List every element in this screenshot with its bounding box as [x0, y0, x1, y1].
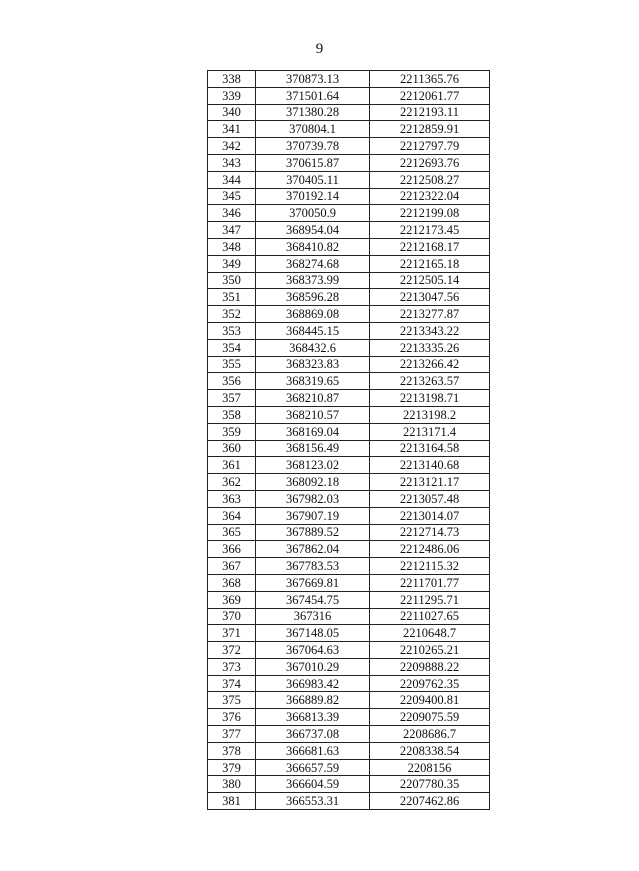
- point-number-cell: 342: [208, 138, 256, 155]
- table-row: [208, 692, 490, 709]
- y-coordinate-cell: 2212505.14: [370, 272, 490, 289]
- y-coordinate-cell: 2213047.56: [370, 289, 490, 306]
- x-coordinate-cell: 370804.1: [256, 121, 370, 138]
- x-coordinate-cell: 367783.53: [256, 558, 370, 575]
- y-coordinate-cell: 2212061.77: [370, 87, 490, 104]
- y-coordinate-cell: 2213140.68: [370, 457, 490, 474]
- table-row: [208, 188, 490, 205]
- y-coordinate-cell: 2207780.35: [370, 776, 490, 793]
- table-row: [208, 625, 490, 642]
- x-coordinate-cell: 367010.29: [256, 658, 370, 675]
- coordinates-table-body: [208, 71, 490, 810]
- x-coordinate-cell: 366889.82: [256, 692, 370, 709]
- point-number-cell: 363: [208, 490, 256, 507]
- point-number-cell: 360: [208, 440, 256, 457]
- table-row: [208, 507, 490, 524]
- table-row: [208, 675, 490, 692]
- x-coordinate-cell: 367982.03: [256, 490, 370, 507]
- y-coordinate-cell: 2210265.21: [370, 642, 490, 659]
- y-coordinate-cell: 2212322.04: [370, 188, 490, 205]
- point-number-cell: 374: [208, 675, 256, 692]
- x-coordinate-cell: 367669.81: [256, 574, 370, 591]
- table-row: [208, 658, 490, 675]
- x-coordinate-cell: 368323.83: [256, 356, 370, 373]
- y-coordinate-cell: 2213164.58: [370, 440, 490, 457]
- y-coordinate-cell: 2208156: [370, 759, 490, 776]
- table-row: [208, 726, 490, 743]
- point-number-cell: 378: [208, 742, 256, 759]
- point-number-cell: 355: [208, 356, 256, 373]
- point-number-cell: 340: [208, 104, 256, 121]
- table-row: [208, 356, 490, 373]
- y-coordinate-cell: 2212115.32: [370, 558, 490, 575]
- y-coordinate-cell: 2212508.27: [370, 171, 490, 188]
- point-number-cell: 339: [208, 87, 256, 104]
- point-number-cell: 338: [208, 71, 256, 88]
- x-coordinate-cell: 368274.68: [256, 255, 370, 272]
- point-number-cell: 380: [208, 776, 256, 793]
- point-number-cell: 353: [208, 322, 256, 339]
- y-coordinate-cell: 2213171.4: [370, 423, 490, 440]
- y-coordinate-cell: 2212165.18: [370, 255, 490, 272]
- y-coordinate-cell: 2209400.81: [370, 692, 490, 709]
- point-number-cell: 347: [208, 222, 256, 239]
- point-number-cell: 359: [208, 423, 256, 440]
- point-number-cell: 361: [208, 457, 256, 474]
- table-row: [208, 255, 490, 272]
- table-row: [208, 138, 490, 155]
- point-number-cell: 348: [208, 238, 256, 255]
- page-number: 9: [315, 41, 324, 57]
- x-coordinate-cell: 368319.65: [256, 373, 370, 390]
- x-coordinate-cell: 368169.04: [256, 423, 370, 440]
- y-coordinate-cell: 2212486.06: [370, 541, 490, 558]
- point-number-cell: 362: [208, 474, 256, 491]
- table-row: [208, 474, 490, 491]
- y-coordinate-cell: 2213198.2: [370, 406, 490, 423]
- point-number-cell: 372: [208, 642, 256, 659]
- x-coordinate-cell: 366983.42: [256, 675, 370, 692]
- x-coordinate-cell: 366737.08: [256, 726, 370, 743]
- point-number-cell: 366: [208, 541, 256, 558]
- y-coordinate-cell: 2213198.71: [370, 390, 490, 407]
- y-coordinate-cell: 2212859.91: [370, 121, 490, 138]
- x-coordinate-cell: 371501.64: [256, 87, 370, 104]
- table-row: [208, 205, 490, 222]
- table-row: [208, 490, 490, 507]
- point-number-cell: 354: [208, 339, 256, 356]
- table-row: [208, 423, 490, 440]
- x-coordinate-cell: 367148.05: [256, 625, 370, 642]
- x-coordinate-cell: 368410.82: [256, 238, 370, 255]
- table-row: [208, 759, 490, 776]
- x-coordinate-cell: 368869.08: [256, 306, 370, 323]
- x-coordinate-cell: 368432.6: [256, 339, 370, 356]
- y-coordinate-cell: 2211365.76: [370, 71, 490, 88]
- table-row: [208, 322, 490, 339]
- y-coordinate-cell: 2212168.17: [370, 238, 490, 255]
- point-number-cell: 357: [208, 390, 256, 407]
- x-coordinate-cell: 367907.19: [256, 507, 370, 524]
- point-number-cell: 364: [208, 507, 256, 524]
- y-coordinate-cell: 2213263.57: [370, 373, 490, 390]
- point-number-cell: 373: [208, 658, 256, 675]
- table-row: [208, 642, 490, 659]
- y-coordinate-cell: 2213121.17: [370, 474, 490, 491]
- point-number-cell: 379: [208, 759, 256, 776]
- table-row: [208, 222, 490, 239]
- x-coordinate-cell: 368210.87: [256, 390, 370, 407]
- y-coordinate-cell: 2209762.35: [370, 675, 490, 692]
- table-row: [208, 238, 490, 255]
- table-row: [208, 440, 490, 457]
- y-coordinate-cell: 2212797.79: [370, 138, 490, 155]
- point-number-cell: 341: [208, 121, 256, 138]
- table-row: [208, 709, 490, 726]
- table-row: [208, 406, 490, 423]
- x-coordinate-cell: 366681.63: [256, 742, 370, 759]
- x-coordinate-cell: 366553.31: [256, 793, 370, 810]
- point-number-cell: 351: [208, 289, 256, 306]
- point-number-cell: 358: [208, 406, 256, 423]
- point-number-cell: 381: [208, 793, 256, 810]
- table-row: [208, 558, 490, 575]
- x-coordinate-cell: 368596.28: [256, 289, 370, 306]
- x-coordinate-cell: 371380.28: [256, 104, 370, 121]
- table-row: [208, 306, 490, 323]
- point-number-cell: 343: [208, 154, 256, 171]
- y-coordinate-cell: 2212193.11: [370, 104, 490, 121]
- y-coordinate-cell: 2213343.22: [370, 322, 490, 339]
- point-number-cell: 344: [208, 171, 256, 188]
- coordinates-table: [207, 70, 490, 810]
- table-row: [208, 272, 490, 289]
- y-coordinate-cell: 2213014.07: [370, 507, 490, 524]
- y-coordinate-cell: 2212714.73: [370, 524, 490, 541]
- table-row: [208, 373, 490, 390]
- table-row: [208, 574, 490, 591]
- table-row: [208, 104, 490, 121]
- x-coordinate-cell: 367862.04: [256, 541, 370, 558]
- point-number-cell: 371: [208, 625, 256, 642]
- x-coordinate-cell: 368123.02: [256, 457, 370, 474]
- table-row: [208, 524, 490, 541]
- y-coordinate-cell: 2211701.77: [370, 574, 490, 591]
- x-coordinate-cell: 368373.99: [256, 272, 370, 289]
- table-row: [208, 121, 490, 138]
- x-coordinate-cell: 370615.87: [256, 154, 370, 171]
- y-coordinate-cell: 2212173.45: [370, 222, 490, 239]
- y-coordinate-cell: 2209075.59: [370, 709, 490, 726]
- x-coordinate-cell: 368156.49: [256, 440, 370, 457]
- table-row: [208, 289, 490, 306]
- point-number-cell: 365: [208, 524, 256, 541]
- x-coordinate-cell: 367889.52: [256, 524, 370, 541]
- table-row: [208, 742, 490, 759]
- x-coordinate-cell: 367064.63: [256, 642, 370, 659]
- x-coordinate-cell: 370873.13: [256, 71, 370, 88]
- table-row: [208, 541, 490, 558]
- y-coordinate-cell: 2208338.54: [370, 742, 490, 759]
- table-row: [208, 591, 490, 608]
- x-coordinate-cell: 370192.14: [256, 188, 370, 205]
- point-number-cell: 375: [208, 692, 256, 709]
- table-row: [208, 608, 490, 625]
- y-coordinate-cell: 2212199.08: [370, 205, 490, 222]
- y-coordinate-cell: 2210648.7: [370, 625, 490, 642]
- table-row: [208, 171, 490, 188]
- point-number-cell: 350: [208, 272, 256, 289]
- point-number-cell: 346: [208, 205, 256, 222]
- point-number-cell: 352: [208, 306, 256, 323]
- table-row: [208, 776, 490, 793]
- point-number-cell: 369: [208, 591, 256, 608]
- table-row: [208, 390, 490, 407]
- x-coordinate-cell: 370739.78: [256, 138, 370, 155]
- table-row: [208, 71, 490, 88]
- x-coordinate-cell: 366604.59: [256, 776, 370, 793]
- x-coordinate-cell: 368092.18: [256, 474, 370, 491]
- table-row: [208, 457, 490, 474]
- x-coordinate-cell: 366813.39: [256, 709, 370, 726]
- x-coordinate-cell: 366657.59: [256, 759, 370, 776]
- y-coordinate-cell: 2213266.42: [370, 356, 490, 373]
- x-coordinate-cell: 367454.75: [256, 591, 370, 608]
- point-number-cell: 345: [208, 188, 256, 205]
- point-number-cell: 367: [208, 558, 256, 575]
- x-coordinate-cell: 368210.57: [256, 406, 370, 423]
- x-coordinate-cell: 370405.11: [256, 171, 370, 188]
- x-coordinate-cell: 370050.9: [256, 205, 370, 222]
- point-number-cell: 376: [208, 709, 256, 726]
- table-row: [208, 339, 490, 356]
- y-coordinate-cell: 2212693.76: [370, 154, 490, 171]
- y-coordinate-cell: 2207462.86: [370, 793, 490, 810]
- x-coordinate-cell: 368954.04: [256, 222, 370, 239]
- y-coordinate-cell: 2211027.65: [370, 608, 490, 625]
- point-number-cell: 368: [208, 574, 256, 591]
- y-coordinate-cell: 2213057.48: [370, 490, 490, 507]
- point-number-cell: 370: [208, 608, 256, 625]
- point-number-cell: 377: [208, 726, 256, 743]
- point-number-cell: 356: [208, 373, 256, 390]
- table-row: [208, 793, 490, 810]
- y-coordinate-cell: 2213277.87: [370, 306, 490, 323]
- x-coordinate-cell: 367316: [256, 608, 370, 625]
- x-coordinate-cell: 368445.15: [256, 322, 370, 339]
- y-coordinate-cell: 2213335.26: [370, 339, 490, 356]
- y-coordinate-cell: 2211295.71: [370, 591, 490, 608]
- table-row: [208, 87, 490, 104]
- point-number-cell: 349: [208, 255, 256, 272]
- y-coordinate-cell: 2209888.22: [370, 658, 490, 675]
- table-row: [208, 154, 490, 171]
- y-coordinate-cell: 2208686.7: [370, 726, 490, 743]
